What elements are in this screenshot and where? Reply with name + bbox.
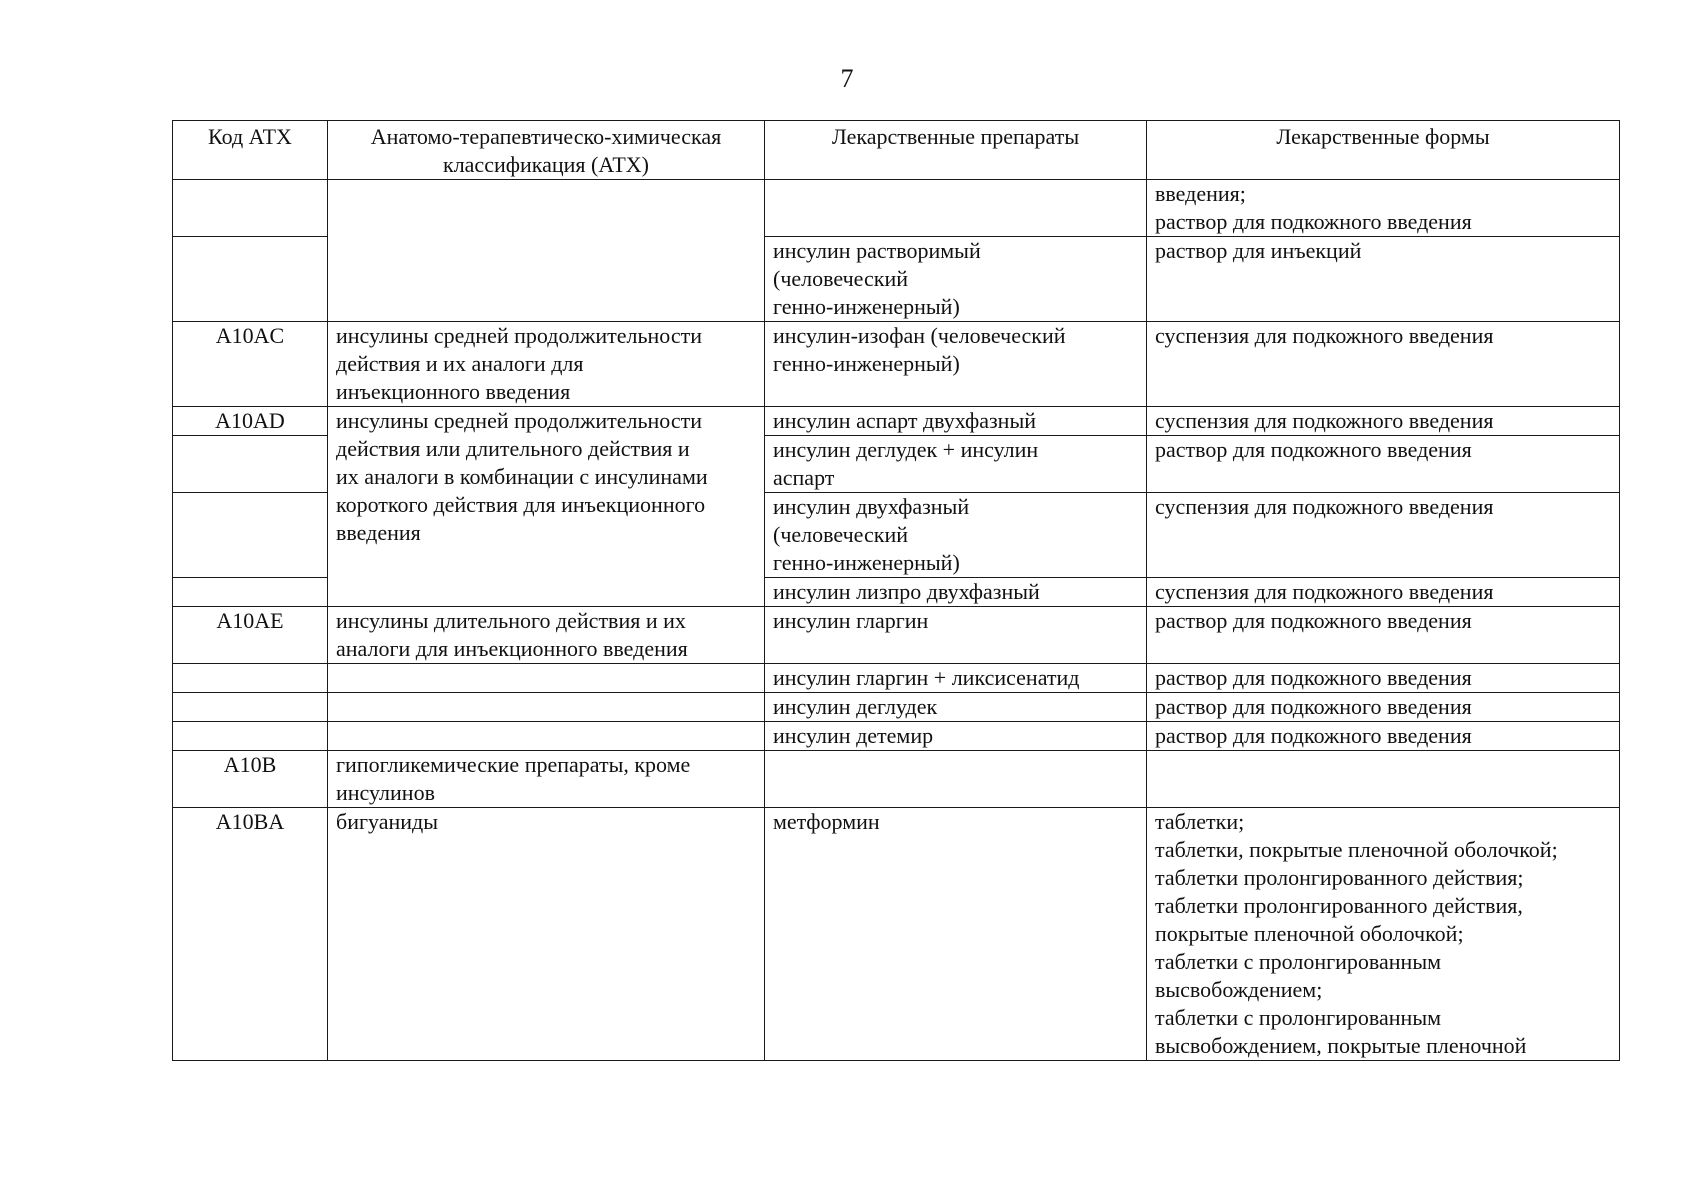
drug-cell <box>765 693 1147 722</box>
drug-cell <box>765 808 1147 1061</box>
drug-cell <box>765 722 1147 751</box>
forms-line: раствор для подкожного введения <box>1155 437 1472 462</box>
drug-line: генно-инженерный) <box>773 550 960 575</box>
classification-line: инсулины средней продолжительности <box>336 323 702 348</box>
code-cell <box>173 578 328 607</box>
code-cell <box>173 722 328 751</box>
classification-cell <box>328 180 765 322</box>
drug-line: инсулин лизпро двухфазный <box>773 579 1040 604</box>
forms-line: высвобождением; <box>1155 977 1323 1002</box>
forms-cell <box>1147 607 1620 664</box>
drug-line: инсулин гларгин + ликсисенатид <box>773 665 1080 690</box>
code-cell <box>173 693 328 722</box>
table-row <box>173 664 1620 693</box>
drug-line: инсулин-изофан (человеческий <box>773 323 1066 348</box>
classification-cell <box>328 407 765 607</box>
header-forms: Лекарственные формы <box>1147 121 1620 180</box>
drug-cell <box>765 751 1147 808</box>
forms-line: раствор для инъекций <box>1155 238 1362 263</box>
forms-line: таблетки с пролонгированным <box>1155 1005 1442 1030</box>
forms-cell <box>1147 751 1620 808</box>
forms-cell <box>1147 693 1620 722</box>
classification-line: инсулины средней продолжительности <box>336 408 702 433</box>
classification-line: короткого действия для инъекционного <box>336 492 706 517</box>
forms-line: таблетки с пролонгированным <box>1155 949 1442 974</box>
forms-cell <box>1147 493 1620 578</box>
code-cell: A10BA <box>173 808 328 1061</box>
drug-line: инсулин двухфазный <box>773 494 970 519</box>
drug-line: инсулин деглудек + инсулин <box>773 437 1039 462</box>
forms-cell <box>1147 180 1620 237</box>
table-row <box>173 808 1620 1061</box>
forms-line: раствор для подкожного введения <box>1155 209 1472 234</box>
classification-cell <box>328 751 765 808</box>
code-cell <box>173 180 328 237</box>
code-cell <box>173 664 328 693</box>
classification-line: действия или длительного действия и <box>336 436 690 461</box>
classification-cell <box>328 808 765 1061</box>
forms-line: суспензия для подкожного введения <box>1155 408 1494 433</box>
drug-line: инсулин гларгин <box>773 608 929 633</box>
forms-line: раствор для подкожного введения <box>1155 608 1472 633</box>
forms-cell <box>1147 322 1620 407</box>
drug-cell <box>765 180 1147 237</box>
forms-cell <box>1147 407 1620 436</box>
drug-line: инсулин растворимый <box>773 238 981 263</box>
table-row <box>173 693 1620 722</box>
drug-cell <box>765 664 1147 693</box>
classification-line: инъекционного введения <box>336 379 571 404</box>
header-drugs: Лекарственные препараты <box>765 121 1147 180</box>
classification-line: действия и их аналоги для <box>336 351 584 376</box>
classification-line: инсулины длительного действия и их <box>336 608 686 633</box>
forms-cell <box>1147 436 1620 493</box>
forms-line: введения; <box>1155 181 1246 206</box>
table-row <box>173 722 1620 751</box>
table-row <box>173 407 1620 436</box>
drug-cell <box>765 322 1147 407</box>
table-row <box>173 322 1620 407</box>
drug-line: (человеческий <box>773 522 908 547</box>
header-classification: Анатомо-терапевтическо-химическая классификация (АТХ) <box>328 121 765 180</box>
classification-cell <box>328 322 765 407</box>
table-row <box>173 180 1620 237</box>
forms-cell <box>1147 722 1620 751</box>
header-code: Код АТХ <box>173 121 328 180</box>
drug-line: инсулин детемир <box>773 723 934 748</box>
code-cell: A10AC <box>173 322 328 407</box>
code-cell <box>173 436 328 493</box>
forms-cell <box>1147 578 1620 607</box>
classification-cell <box>328 664 765 693</box>
forms-line: таблетки пролонгированного действия, <box>1155 893 1523 918</box>
drug-line: инсулин аспарт двухфазный <box>773 408 1037 433</box>
forms-line: суспензия для подкожного введения <box>1155 494 1494 519</box>
code-cell <box>173 237 328 322</box>
drug-cell <box>765 237 1147 322</box>
page-number: 7 <box>840 64 854 93</box>
classification-cell <box>328 693 765 722</box>
forms-line: суспензия для подкожного введения <box>1155 323 1494 348</box>
drug-cell <box>765 578 1147 607</box>
drug-cell <box>765 436 1147 493</box>
classification-line: введения <box>336 520 421 545</box>
atx-drug-table <box>172 120 1620 1061</box>
classification-cell <box>328 722 765 751</box>
drug-line: аспарт <box>773 465 835 490</box>
code-cell: A10AE <box>173 607 328 664</box>
forms-line: таблетки; <box>1155 809 1245 834</box>
classification-line: гипогликемические препараты, кроме <box>336 752 691 777</box>
drug-cell <box>765 493 1147 578</box>
drug-line: инсулин деглудек <box>773 694 938 719</box>
classification-cell <box>328 607 765 664</box>
drug-line: (человеческий <box>773 266 908 291</box>
table-row <box>173 607 1620 664</box>
forms-line: высвобождением, покрытые пленочной <box>1155 1033 1527 1058</box>
forms-line: таблетки, покрытые пленочной оболочкой; <box>1155 837 1558 862</box>
forms-line: таблетки пролонгированного действия; <box>1155 865 1524 890</box>
forms-line: раствор для подкожного введения <box>1155 665 1472 690</box>
forms-cell <box>1147 664 1620 693</box>
drug-line: генно-инженерный) <box>773 351 960 376</box>
code-cell <box>173 493 328 578</box>
forms-line: раствор для подкожного введения <box>1155 723 1472 748</box>
drug-cell <box>765 407 1147 436</box>
classification-line: их аналоги в комбинации с инсулинами <box>336 464 708 489</box>
forms-line: раствор для подкожного введения <box>1155 694 1472 719</box>
drug-cell <box>765 607 1147 664</box>
classification-line: бигуаниды <box>336 809 438 834</box>
drug-line: метформин <box>773 809 880 834</box>
forms-line: покрытые пленочной оболочкой; <box>1155 921 1464 946</box>
classification-line: инсулинов <box>336 780 435 805</box>
forms-cell <box>1147 808 1620 1061</box>
table-header-row <box>173 121 1620 180</box>
table-row <box>173 751 1620 808</box>
code-cell: A10B <box>173 751 328 808</box>
classification-line: аналоги для инъекционного введения <box>336 636 688 661</box>
drug-line: генно-инженерный) <box>773 294 960 319</box>
forms-line: суспензия для подкожного введения <box>1155 579 1494 604</box>
code-cell: A10AD <box>173 407 328 436</box>
forms-cell <box>1147 237 1620 322</box>
